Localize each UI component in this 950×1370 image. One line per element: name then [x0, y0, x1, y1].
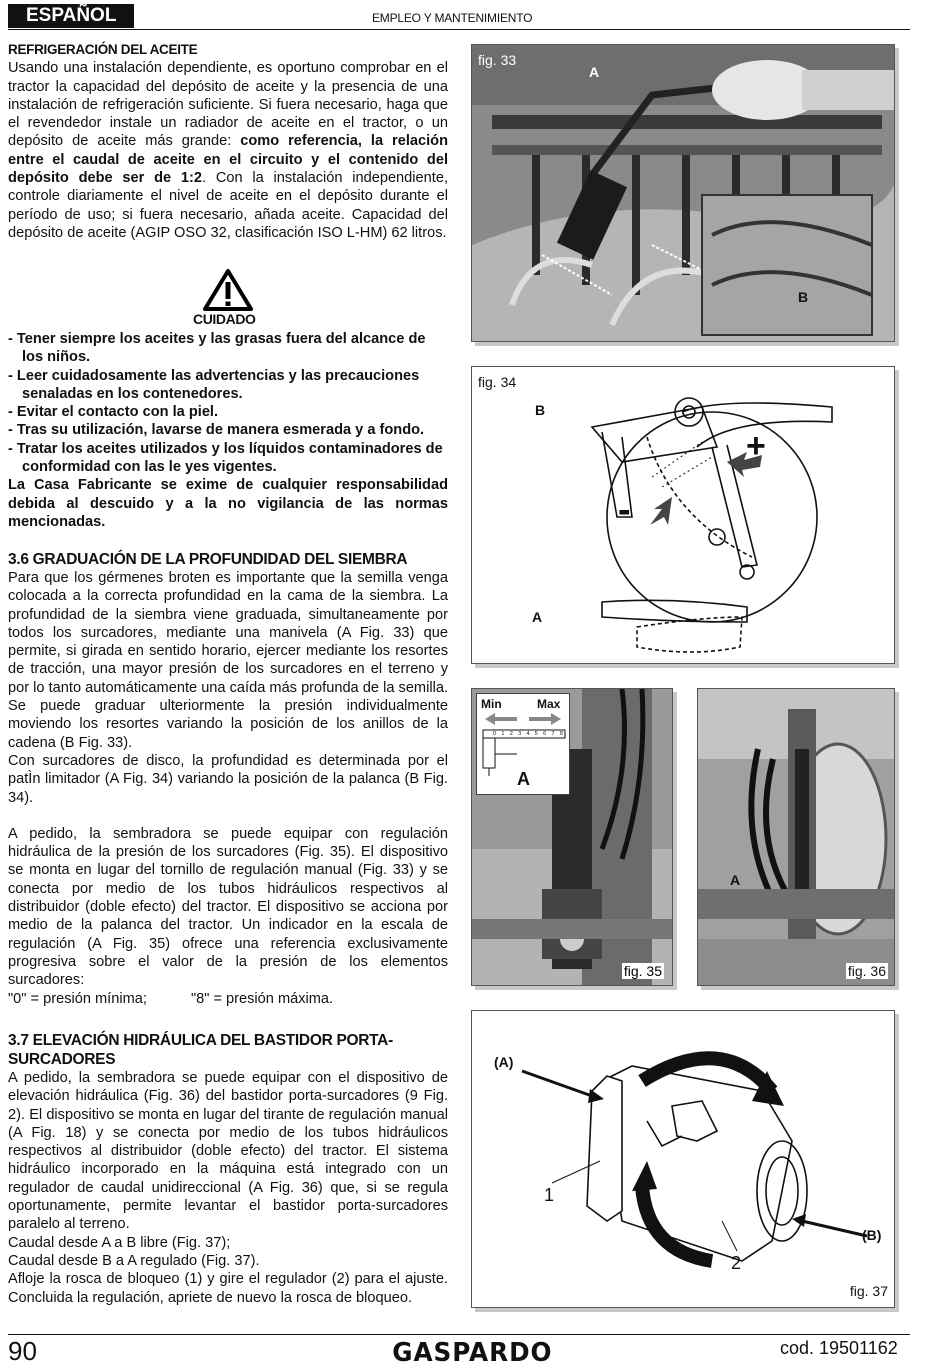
- caution-item: - Leer cuidadosamente las advertencias y las precauciones senaladas en los contenedores.: [8, 367, 420, 402]
- footer-divider: [8, 1334, 910, 1335]
- figure-35-min-label: Min: [481, 697, 502, 711]
- caution-item: - Tras su utilización, lavarse de manera esmerada y a fondo.: [8, 422, 425, 439]
- section-3-6-paragraph-2: Con surcadores de disco, la profundidad es determinada por el patÌn limitador (A Fig. 34) variando la posición de la palanca (B Fig. 34).: [8, 752, 448, 806]
- figure-33-callout-b: B: [798, 289, 809, 305]
- figure-37-drawing: [472, 1011, 894, 1307]
- section-3-6-title: 3.6 GRADUACIÓN DE LA PROFUNDIDAD DEL SIEMBRA: [8, 551, 408, 568]
- figure-37: [471, 1010, 895, 1308]
- warning-triangle-icon: [202, 268, 254, 312]
- oil-cooling-block: [8, 41, 448, 242]
- figure-35-scale-tick: 1: [501, 731, 505, 737]
- figure-36: [697, 688, 895, 986]
- caution-label: CUIDADO: [193, 311, 256, 327]
- section-3-7-paragraph-2: Caudal desde A a B libre (Fig. 37);: [8, 1234, 231, 1251]
- figure-35-scale-tick: 4: [526, 731, 530, 737]
- figure-37-label: fig. 37: [849, 1283, 888, 1299]
- section-3-7-paragraph-4: Afloje la rosca de bloqueo (1) y gire el regulador (2) para el ajuste. Concluida la regulación, apriete de nuevo la rosca de bloqueo.: [8, 1271, 448, 1306]
- figure-35-scale: [493, 730, 563, 738]
- figure-37-callout-1: 1: [544, 1185, 555, 1205]
- document-code: cod. 19501162: [780, 1338, 898, 1358]
- caution-list: [8, 330, 448, 476]
- oil-cooling-paragraph: Usando una instalación dependiente, es oportuno comprobar en el tractor la capacidad del depósito de aceite y la presencia de una instalación de refrigeración suficiente. Si fuera necesario, haga que el revendedor instale un radiador de aceite en el tractor, o un depósito de aceite más grande: como referencia, la relación entre el caudal de aceite en el circuito y el contenido del depósito debe ser de 1:2. Con la instalación independiente, controle diariamente el nivel de aceite en el depósito durante el período de uso; si fuera necesario, añada aceite. Capacidad del depósito de aceite (AGIP OSO 32, clasificación ISO L-HM) 62 litros.: [8, 60, 448, 241]
- figure-34-minus-sign: -: [618, 489, 631, 531]
- figure-35-scale-tick: 0: [493, 731, 497, 737]
- figure-36-photo: [698, 689, 894, 985]
- figure-33-label: fig. 33: [478, 52, 517, 68]
- section-3-7-paragraph-3: Caudal desde B a A regulado (Fig. 37).: [8, 1252, 260, 1269]
- figure-33: [471, 44, 895, 342]
- section-3-6: [8, 550, 448, 1008]
- figure-33-callout-a: A: [589, 64, 600, 80]
- figure-35-max-label: Max: [537, 697, 561, 711]
- caution-disclaimer: La Casa Fabricante se exime de cualquier responsabilidad debida al descuido y a la no vigilancia de las normas mencionadas.: [8, 477, 448, 530]
- section-3-6-paragraph-3: A pedido, la sembradora se puede equipar con regulación hidráulica de la presión de los surcadores (Fig. 35). El dispositivo se monta en lugar del tornillo de regulación manual (Fig. 33) y se conecta por medio de los tubos hidráulicos respectivos al distribuidor (doble efecto) del tractor. El dispositivo se acciona por medio de la palanca del tractor. Un indicador en la escala de regulación (A Fig. 35) ofrece una referencia exclusivamente progresiva sobre el valor de la presión de los elementos surcadores:: [8, 825, 448, 989]
- figure-33-photo: [472, 45, 894, 341]
- caution-item: - Tener siempre los aceites y las grasas fuera del alcance de los niños.: [8, 331, 426, 366]
- figure-36-callout-a: A: [730, 872, 741, 888]
- figure-36-label: fig. 36: [847, 963, 886, 979]
- figure-34-callout-b: B: [535, 402, 546, 418]
- caution-item: - Tratar los aceites utilizados y los líquidos contaminadores de conformidad con las le yes vigentes.: [8, 440, 443, 476]
- section-3-7-title: 3.7 ELEVACIÓN HIDRÁULICA DEL BASTIDOR PORTA-SURCADORES: [8, 1032, 393, 1068]
- figure-34-callout-a: A: [532, 609, 543, 625]
- figure-35-scale-tick: 6: [543, 731, 547, 737]
- figure-35-scale-tick: 8: [559, 731, 563, 737]
- figure-35-scale-tick: 5: [534, 731, 538, 737]
- caution-item: - Evitar el contacto con la piel.: [8, 404, 219, 421]
- section-3-7-paragraph-1: A pedido, la sembradora se puede equipar con el dispositivo de elevación hidráulica (Fig. 36) del bastidor porta-surcadores (9 Fig. 2). El dispositivo se monta en lugar del tirante de regulación manual (A Fig. 18) y se conecta por medio de los tubos hidráulicos respectivos al distribuidor (doble efecto) del tractor. El sistema hidráulico incorporado en la máquina está integrado con un regulador de caudal unidireccional (A Fig. 36) que, si se regula oportunamente, permite levantar el bastidor porta-surcadores paralelo al terreno.: [8, 1070, 448, 1233]
- header-divider: [8, 29, 910, 30]
- figure-34: [471, 366, 895, 664]
- section-3-7: [8, 1031, 448, 1307]
- language-tab: ESPAÑOL: [8, 4, 134, 28]
- section-3-6-paragraph-1: Para que los gérmenes broten es importante que la semilla venga colocada a la correcta profundidad en la cama de la siembra. La profundidad de la siembra viene graduada, simultaneamente por todos los surcadores, mediante una manivela (A Fig. 33) que permite, si girada en sentido horario, ejercer mediante los resortes de tracción, una mayor presión de los surcadores en el terreno y por lo tanto automáticamente una caída más profunda de la semilla. Se puede graduar ulteriormente la presión individualmente moviendo los resortes variando la posición de los anillos de la cadena (B Fig. 33).: [8, 570, 448, 751]
- figure-35: [471, 688, 673, 986]
- figure-35-scale-tick: 3: [518, 731, 522, 737]
- figure-35-scale-tick: 7: [551, 731, 555, 737]
- figure-37-callout-a: (A): [494, 1054, 514, 1070]
- brand-logo: GASPARDO: [392, 1338, 553, 1368]
- section-3-6-scale-values: "0" = presión mínima; "8" = presión máxima.: [8, 990, 334, 1007]
- page-number: 90: [8, 1336, 37, 1366]
- section-header: EMPLEO Y MANTENIMIENTO: [372, 11, 533, 25]
- figure-34-plus-sign: +: [746, 427, 766, 465]
- caution-block: [8, 330, 448, 531]
- figure-35-callout-a: A: [517, 769, 530, 789]
- figure-34-label: fig. 34: [478, 374, 517, 390]
- figure-35-inset: [476, 693, 570, 795]
- figure-35-label: fig. 35: [623, 963, 662, 979]
- figure-35-scale-tick: 2: [509, 731, 513, 737]
- oil-cooling-title: REFRIGERACIÓN DEL ACEITE: [8, 42, 198, 57]
- figure-37-callout-b: (B): [862, 1227, 882, 1243]
- figure-37-callout-2: 2: [731, 1253, 742, 1273]
